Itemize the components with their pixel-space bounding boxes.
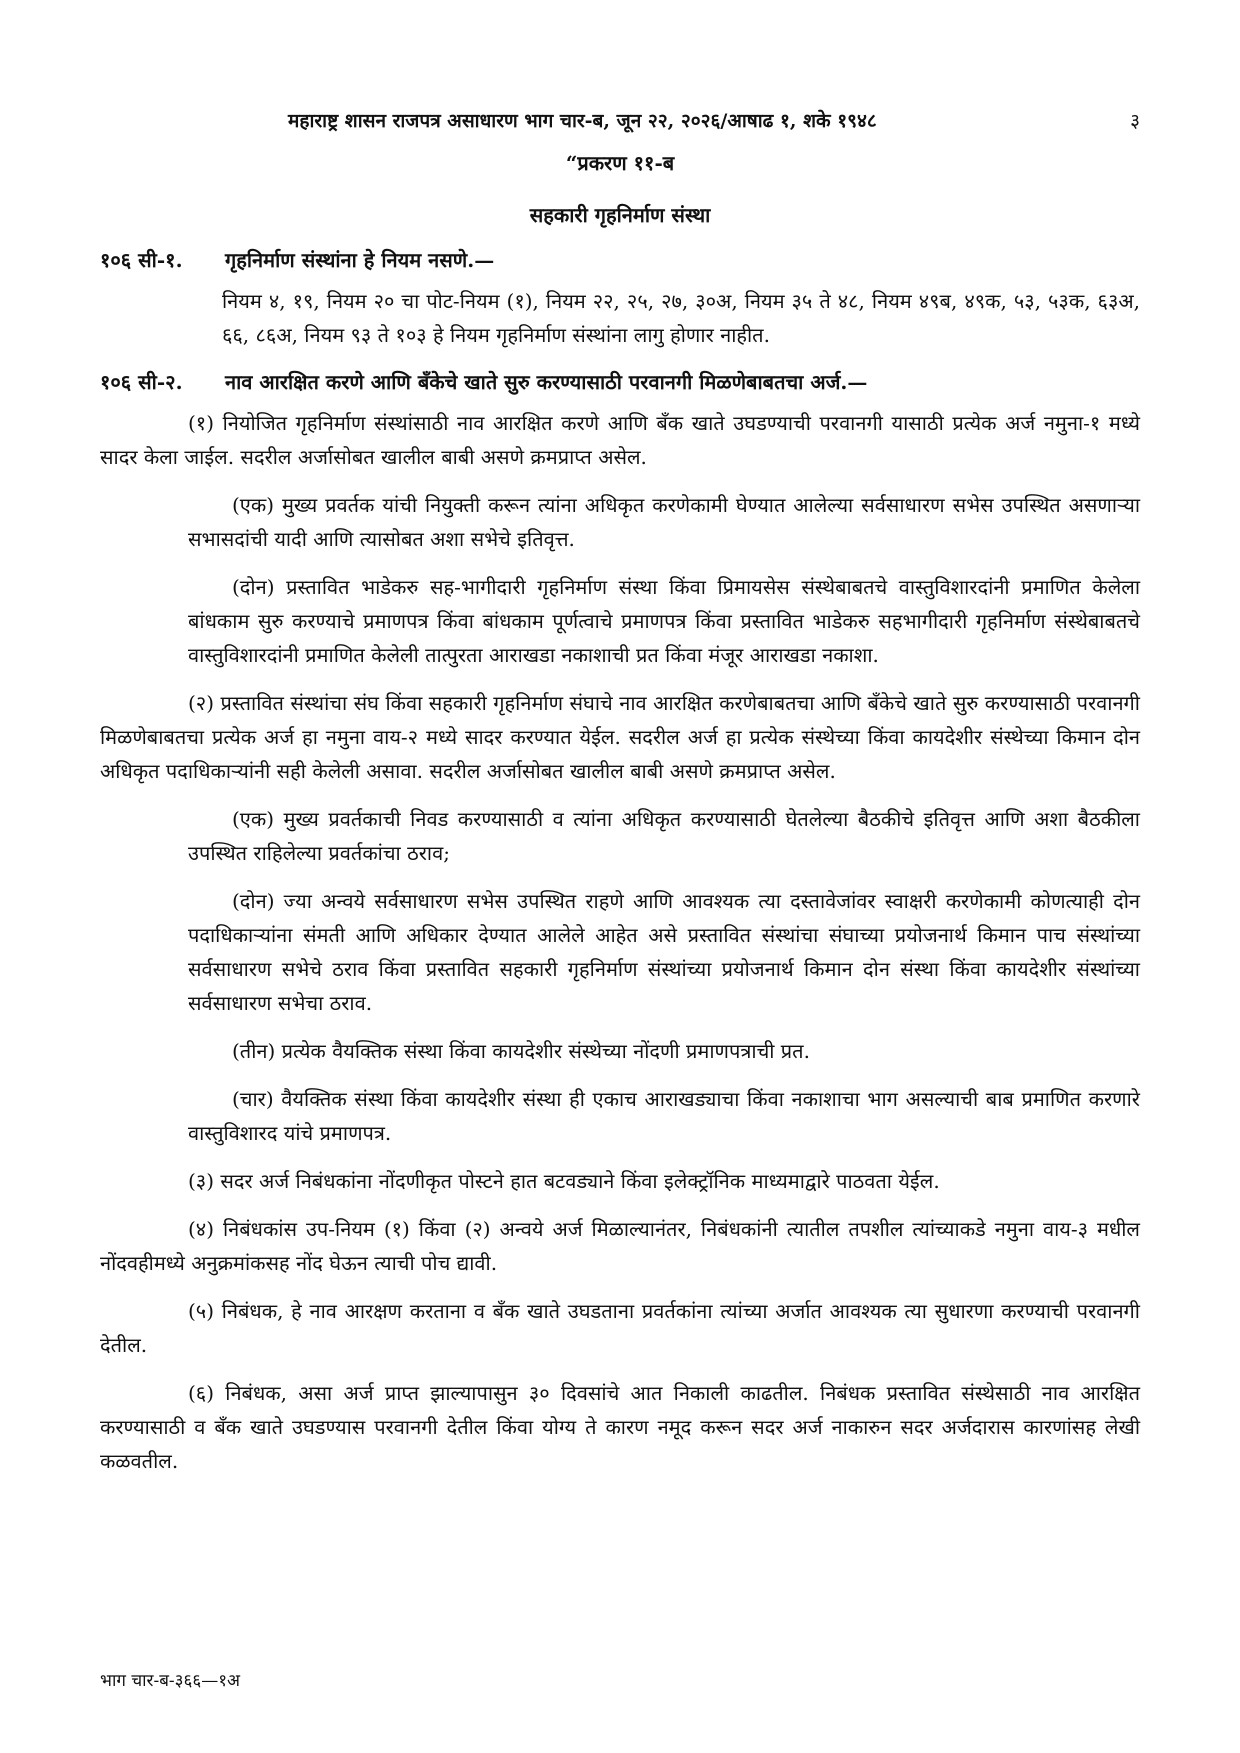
page-header <box>100 106 1140 136</box>
sub-rule-2-item-2: (दोन) ज्या अन्वये सर्वसाधारण सभेस उपस्थित राहणे आणि आवश्यक त्या दस्तावेजांवर स्वाक्षरी करणेकामी कोणत्याही दोन पदाधिकाऱ्यांना संमती आणि अधिकार देण्यात आलेले आहेत असे प्रस्तावित संस्थांचा संघाच्या प्रयोजनार्थ किमान पाच संस्थांच्या सर्वसाधारण सभेचे ठराव किंवा प्रस्तावित सहकारी गृहनिर्माण संस्थांच्या प्रयोजनार्थ किमान दोन संस्था किंवा कायदेशीर संस्थांच्या सर्वसाधारण सभेचा ठराव. <box>188 889 1141 1015</box>
rule-1-number: १०६ सी-१. <box>100 248 183 272</box>
sub-rule-2-item-4: (चार) वैयक्तिक संस्था किंवा कायदेशीर संस्था ही एकाच आराखड्याचा किंवा नकाशाचा भाग असल्याची बाब प्रमाणित करणारे वास्तुविशारद यांचे प्रमाणपत्र. <box>188 1087 1140 1145</box>
rule-2-heading <box>100 366 1140 398</box>
sub-rule-2-item-1: (एक) मुख्य प्रवर्तकाची निवड करण्यासाठी व त्यांना अधिकृत करण्यासाठी घेतलेल्या बैठकीचे इतिवृत्त आणि अशा बैठकीला उपस्थित राहिलेल्या प्रवर्तकांचा ठराव; <box>188 807 1140 865</box>
page-content <box>100 148 1140 1492</box>
page-number: ३ <box>1130 110 1140 132</box>
sub-rule-1-item-1: (एक) मुख्य प्रवर्तक यांची नियुक्ती करून त्यांना अधिकृत करणेकामी घेण्यात आलेल्या सर्वसाधारण सभेस उपस्थित असणाऱ्या सभासदांची यादी आणि त्यासोबत अशा सभेचे इतिवृत्त. <box>188 493 1140 551</box>
sub-rule-1: (१) नियोजित गृहनिर्माण संस्थांसाठी नाव आरक्षित करणे आणि बँक खाते उघडण्याची परवानगी यासाठी प्रत्येक अर्ज नमुना-१ मध्ये सादर केला जाईल. सदरील अर्जासोबत खालील बाबी असणे क्रमप्राप्त असेल. <box>100 411 1140 469</box>
page-footer: भाग चार-ब-३६६—१अ <box>100 1671 241 1691</box>
sub-rule-4: (४) निबंधकांस उप-नियम (१) किंवा (२) अन्वये अर्ज मिळाल्यानंतर, निबंधकांनी त्यातील तपशील त्यांच्याकडे नमुना वाय-३ मधील नोंदवहीमध्ये अनुक्रमांकसह नोंद घेऊन त्याची पोच द्यावी. <box>100 1217 1140 1275</box>
sub-rule-2-item-3: (तीन) प्रत्येक वैयक्तिक संस्था किंवा कायदेशीर संस्थेच्या नोंदणी प्रमाणपत्राची प्रत. <box>232 1039 810 1063</box>
chapter-heading: “प्रकरण ११-ब <box>565 151 675 175</box>
rule-1-title: गृहनिर्माण संस्थांना हे नियम नसणे.— <box>224 248 495 272</box>
sub-rule-2: (२) प्रस्तावित संस्थांचा संघ किंवा सहकारी गृहनिर्माण संघाचे नाव आरक्षित करणेबाबतचा आणि बँकेचे खाते सुरु करण्यासाठी परवानगी मिळणेबाबतचा प्रत्येक अर्ज हा नमुना वाय-२ मध्ये सादर करण्यात येईल. सदरील अर्ज हा प्रत्येक संस्थेच्या किंवा कायदेशीर संस्थेच्या किमान दोन अधिकृत पदाधिकाऱ्यांनी सही केलेली असावा. सदरील अर्जासोबत खालील बाबी असणे क्रमप्राप्त असेल. <box>100 691 1140 783</box>
rule-2-title: नाव आरक्षित करणे आणि बँकेचे खाते सुरु करण्यासाठी परवानगी मिळणेबाबतचा अर्ज.— <box>224 370 868 394</box>
sub-rule-5: (५) निबंधक, हे नाव आरक्षण करताना व बँक खाते उघडताना प्रवर्तकांना त्यांच्या अर्जात आवश्यक त्या सुधारणा करण्याची परवानगी देतील. <box>100 1299 1140 1357</box>
sub-rule-3: (३) सदर अर्ज निबंधकांना नोंदणीकृत पोस्टने हात बटवड्याने किंवा इलेक्ट्रॉनिक माध्यमाद्वारे पाठवता येईल. <box>188 1169 940 1193</box>
sub-rule-1-item-2: (दोन) प्रस्तावित भाडेकरु सह-भागीदारी गृहनिर्माण संस्था किंवा प्रिमायसेस संस्थेबाबतचे वास्तुविशारदांनी प्रमाणित केलेला बांधकाम सुरु करण्याचे प्रमाणपत्र किंवा बांधकाम पूर्णत्वाचे प्रमाणपत्र किंवा प्रस्तावित भाडेकरु सहभागीदारी गृहनिर्माण संस्थेबाबतचे वास्तुविशारदांनी प्रमाणित केलेली तात्पुरता आराखडा नकाशाची प्रत किंवा मंजूर आराखडा नकाशा. <box>188 575 1140 667</box>
rule-1-heading <box>100 244 1140 276</box>
chapter-subject: सहकारी गृहनिर्माण संस्था <box>529 203 711 227</box>
sub-rule-6: (६) निबंधक, असा अर्ज प्राप्त झाल्यापासुन ३० दिवसांचे आत निकाली काढतील. निबंधक प्रस्तावित संस्थेसाठी नाव आरक्षित करण्यासाठी व बँक खाते उघडण्यास परवानगी देतील किंवा योग्य ते कारण नमूद करून सदर अर्ज नाकारुन सदर अर्जदारास कारणांसह लेखी कळवतील. <box>100 1381 1140 1473</box>
rule-2-number: १०६ सी-२. <box>100 370 183 394</box>
rule-1-body: नियम ४, १९, नियम २० चा पोट-नियम (१), नियम २२, २५, २७, ३०अ, नियम ३५ ते ४८, नियम ४९ब, ४९क, ५३, ५३क, ६३अ, ६६, ८६अ, नियम ९३ ते १०३ हे नियम गृहनिर्माण संस्थांना लागु होणार नाहीत. <box>222 289 1140 347</box>
gazette-header-title: महाराष्ट्र शासन राजपत्र असाधारण भाग चार-ब, जून २२, २०२६/आषाढ १, शके १९४८ <box>288 110 877 132</box>
